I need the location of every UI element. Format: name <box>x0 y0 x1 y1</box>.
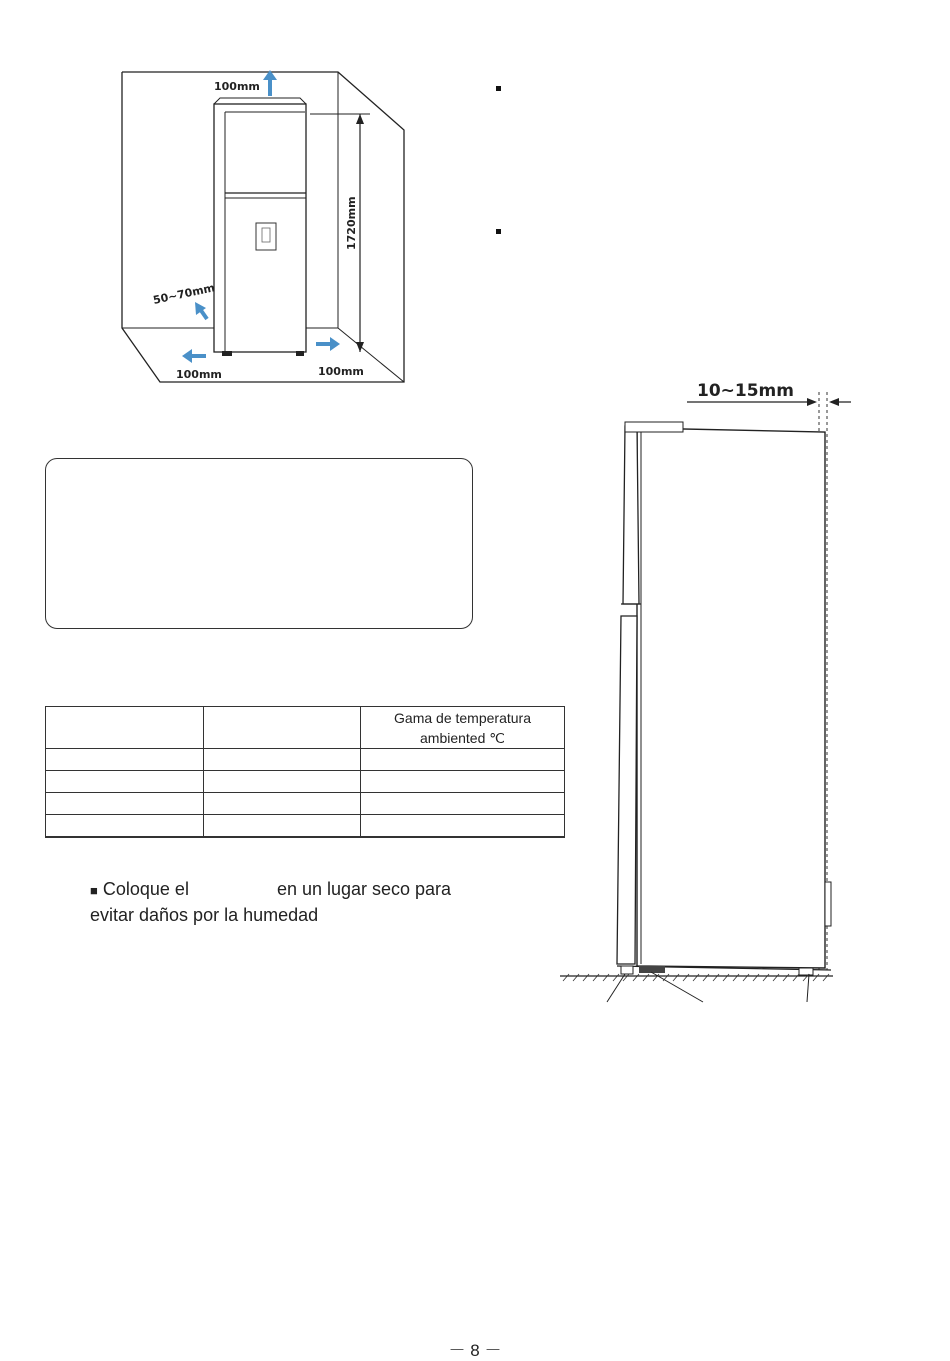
header-temp-line2: ambiented ℃ <box>420 730 505 746</box>
table-cell <box>204 749 361 771</box>
side-view-diagram <box>555 370 855 1010</box>
label-top-clearance: 100mm <box>214 80 260 93</box>
table-cell <box>46 793 204 815</box>
table-cell <box>361 749 565 771</box>
table-cell <box>46 815 204 838</box>
bullet-marker <box>496 229 501 234</box>
table-row <box>46 771 565 793</box>
table-header-row <box>46 707 565 749</box>
paragraph-line2: evitar daños por la humedad <box>90 905 319 925</box>
label-height: 1720mm <box>345 196 358 250</box>
table-header-cell <box>361 707 565 749</box>
table-row <box>46 793 565 815</box>
label-wall-gap: 10~15mm <box>697 381 794 401</box>
table-cell <box>204 815 361 838</box>
table-cell <box>46 749 204 771</box>
table-row <box>46 749 565 771</box>
clearance-diagram <box>110 60 420 390</box>
table-cell <box>361 771 565 793</box>
header-temp-line1: Gama de temperatura <box>394 710 531 726</box>
table-cell <box>204 771 361 793</box>
note-box <box>45 458 473 629</box>
paragraph-line1-start: Coloque el <box>102 879 189 899</box>
table-cell <box>361 793 565 815</box>
label-back-clearance: 50~70mm <box>151 281 217 307</box>
placement-paragraph <box>90 877 490 928</box>
table-cell <box>361 815 565 838</box>
table-cell <box>46 771 204 793</box>
page-number: － 8 － <box>448 1341 502 1360</box>
label-left-clearance: 100mm <box>176 368 222 381</box>
paragraph-line1-end: en un lugar seco para <box>276 879 452 899</box>
climate-class-table <box>45 706 565 838</box>
table-cell <box>204 793 361 815</box>
label-right-clearance: 100mm <box>318 365 364 378</box>
table-header-cell <box>204 707 361 749</box>
table-header-cell <box>46 707 204 749</box>
paragraph-bullet: ■ <box>90 883 98 898</box>
bullet-marker <box>496 86 501 91</box>
table-row <box>46 815 565 838</box>
